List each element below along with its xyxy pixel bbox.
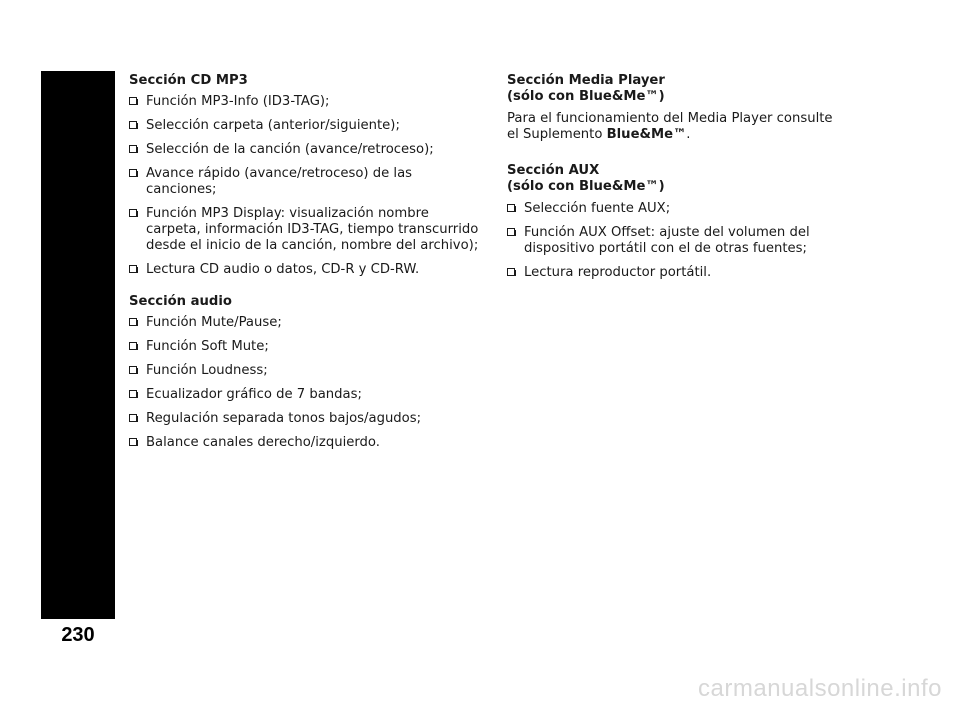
checkbox-bullet-icon bbox=[129, 209, 137, 217]
section-title-media-player: Sección Media Player (sólo con Blue&Me™) bbox=[507, 73, 665, 104]
checkbox-bullet-icon bbox=[507, 268, 515, 276]
list-item: Ecualizador gráfico de 7 bandas; bbox=[129, 387, 484, 403]
checkbox-bullet-icon bbox=[129, 97, 137, 105]
media-player-paragraph: Para el funcionamiento del Media Player consulte el Suplemento Blue&Me™. bbox=[507, 111, 833, 142]
list-item: Balance canales derecho/izquierdo. bbox=[129, 435, 484, 451]
section-title-cd-mp3: Sección CD MP3 bbox=[129, 73, 248, 88]
list-item: Selección de la canción (avance/retroceso); bbox=[129, 142, 484, 158]
list-item: Selección carpeta (anterior/siguiente); bbox=[129, 118, 484, 134]
watermark: carmanualsonline.info bbox=[698, 675, 942, 702]
checkbox-bullet-icon bbox=[129, 342, 137, 350]
checkbox-bullet-icon bbox=[507, 204, 515, 212]
list-item: Función MP3-Info (ID3-TAG); bbox=[129, 94, 484, 110]
cd-mp3-list bbox=[129, 94, 484, 278]
list-item: Regulación separada tonos bajos/agudos; bbox=[129, 411, 484, 427]
list-item: Función MP3 Display: visualización nombre carpeta, información ID3-TAG, tiempo transcurrido desde el inicio de la canción, nombre del archivo); bbox=[129, 206, 484, 254]
left-column bbox=[129, 73, 484, 459]
page-number: 230 bbox=[61, 624, 95, 646]
checkbox-bullet-icon bbox=[129, 414, 137, 422]
list-item: Función Mute/Pause; bbox=[129, 315, 484, 331]
section-title-audio: Sección audio bbox=[129, 294, 232, 309]
checkbox-bullet-icon bbox=[507, 228, 515, 236]
checkbox-bullet-icon bbox=[129, 265, 137, 273]
audio-list bbox=[129, 315, 484, 451]
list-item: Selección fuente AUX; bbox=[507, 201, 847, 217]
list-item: Lectura reproductor portátil. bbox=[507, 265, 847, 281]
checkbox-bullet-icon bbox=[129, 145, 137, 153]
side-tab-label-wrap bbox=[62, 300, 122, 390]
list-item: Lectura CD audio o datos, CD-R y CD-RW. bbox=[129, 262, 484, 278]
list-item: Función Soft Mute; bbox=[129, 339, 484, 355]
checkbox-bullet-icon bbox=[129, 121, 137, 129]
list-item: Función AUX Offset: ajuste del volumen del dispositivo portátil con el de otras fuentes; bbox=[507, 225, 847, 257]
list-item: Avance rápido (avance/retroceso) de las canciones; bbox=[129, 166, 484, 198]
checkbox-bullet-icon bbox=[129, 438, 137, 446]
checkbox-bullet-icon bbox=[129, 366, 137, 374]
side-tab-label: AUTORRADIO bbox=[86, 311, 98, 379]
checkbox-bullet-icon bbox=[129, 390, 137, 398]
checkbox-bullet-icon bbox=[129, 318, 137, 326]
aux-list bbox=[507, 201, 847, 281]
checkbox-bullet-icon bbox=[129, 169, 137, 177]
list-item: Función Loudness; bbox=[129, 363, 484, 379]
section-title-aux: Sección AUX (sólo con Blue&Me™) bbox=[507, 163, 665, 194]
right-column bbox=[507, 73, 847, 289]
